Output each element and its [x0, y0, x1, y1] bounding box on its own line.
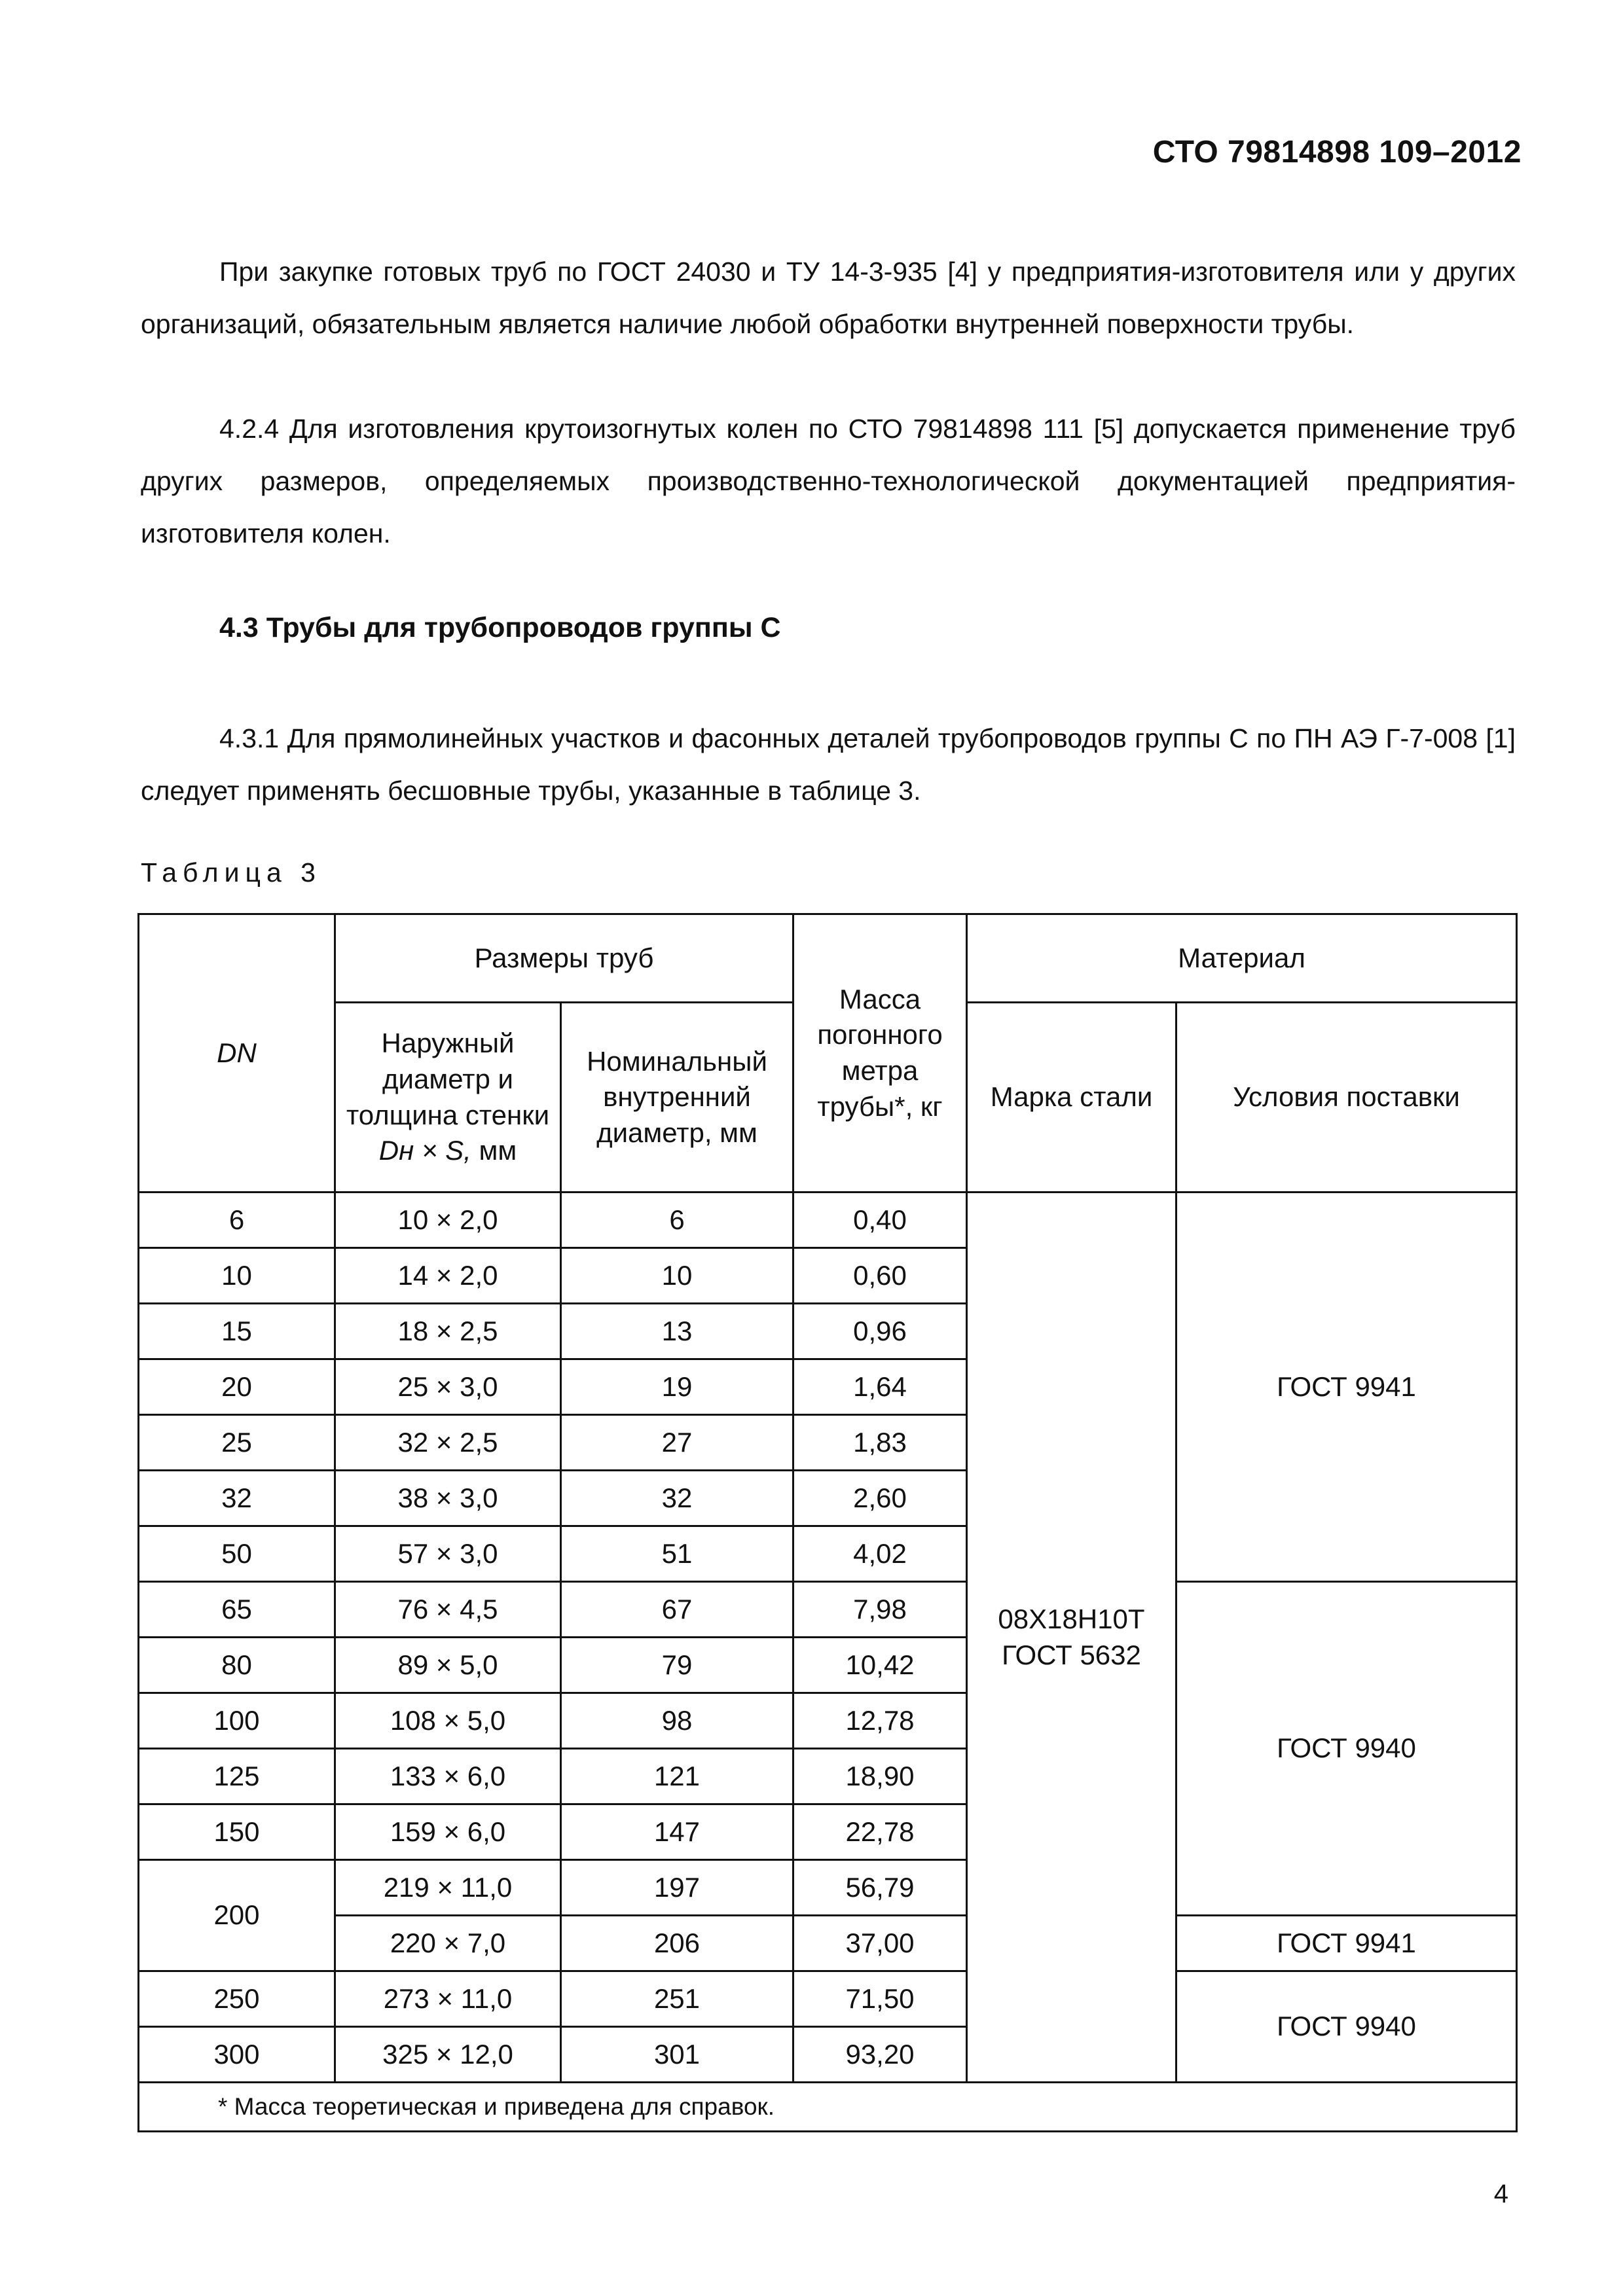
cell-size: 325 × 12,0 [335, 2027, 561, 2083]
cell-dn: 200 [139, 1860, 335, 1971]
cell-steel-grade [967, 1193, 1176, 2083]
cell-inner: 67 [561, 1582, 793, 1638]
cell-inner: 13 [561, 1304, 793, 1359]
table-caption: Таблица 3 [141, 857, 321, 888]
cell-mass: 22,78 [793, 1804, 967, 1860]
cell-size: 14 × 2,0 [335, 1248, 561, 1304]
cell-size: 38 × 3,0 [335, 1471, 561, 1526]
cell-dn: 300 [139, 2027, 335, 2083]
cell-size: 25 × 3,0 [335, 1359, 561, 1415]
paragraph-4-2-4: 4.2.4 Для изготовления крутоизогнутых колен по СТО 79814898 111 [5] допускается применение труб других размеров, определяемых производственно-технологической документацией предприятия-изготовителя колен. [141, 414, 1516, 548]
header-outer-diameter [335, 1003, 561, 1193]
header-outer-formula: Dн × S, [378, 1135, 471, 1166]
table-row [139, 1916, 1517, 1971]
table-row [139, 1971, 1517, 2027]
cell-mass: 18,90 [793, 1749, 967, 1804]
cell-size: 57 × 3,0 [335, 1526, 561, 1582]
cell-supply-group-4: ГОСТ 9940 [1176, 1971, 1517, 2083]
cell-mass: 10,42 [793, 1638, 967, 1693]
cell-size: 10 × 2,0 [335, 1193, 561, 1248]
cell-inner: 79 [561, 1638, 793, 1693]
paragraph-4-3-1: 4.3.1 Для прямолинейных участков и фасонных деталей трубопроводов группы С по ПН АЭ Г-7-008 [1] следует применять бесшовные трубы, указанные в таблице 3. [141, 723, 1516, 806]
table-row [139, 1193, 1517, 1248]
cell-mass: 7,98 [793, 1582, 967, 1638]
cell-dn: 15 [139, 1304, 335, 1359]
cell-supply-group-2: ГОСТ 9940 [1176, 1582, 1517, 1916]
cell-mass: 12,78 [793, 1693, 967, 1749]
cell-size: 18 × 2,5 [335, 1304, 561, 1359]
cell-inner: 10 [561, 1248, 793, 1304]
cell-mass: 71,50 [793, 1971, 967, 2027]
cell-supply-group-1: ГОСТ 9941 [1176, 1193, 1517, 1582]
steel-grade-name: 08Х18Н10Т [998, 1603, 1145, 1634]
cell-dn: 6 [139, 1193, 335, 1248]
table-footnote: * Масса теоретическая и приведена для справок. [139, 2083, 1517, 2132]
cell-dn: 100 [139, 1693, 335, 1749]
pipes-table [137, 913, 1518, 2132]
cell-inner: 6 [561, 1193, 793, 1248]
cell-mass: 93,20 [793, 2027, 967, 2083]
cell-size: 273 × 11,0 [335, 1971, 561, 2027]
cell-dn: 150 [139, 1804, 335, 1860]
cell-size: 159 × 6,0 [335, 1804, 561, 1860]
header-mass: Масса погонного метра трубы*, кг [793, 914, 967, 1193]
cell-mass: 4,02 [793, 1526, 967, 1582]
table-row [139, 1582, 1517, 1638]
cell-inner: 197 [561, 1860, 793, 1916]
cell-inner: 206 [561, 1916, 793, 1971]
cell-inner: 98 [561, 1693, 793, 1749]
header-pipe-sizes: Размеры труб [335, 914, 793, 1003]
table-footnote-row [139, 2083, 1517, 2132]
paragraph-procurement: При закупке готовых труб по ГОСТ 24030 и ТУ 14-3-935 [4] у предприятия-изготовителя или у других организаций, обязательным является наличие любой обработки внутренней поверхности трубы. [141, 257, 1516, 339]
cell-size: 220 × 7,0 [335, 1916, 561, 1971]
cell-inner: 32 [561, 1471, 793, 1526]
header-inner-diameter: Номинальный внутренний диаметр, мм [561, 1003, 793, 1193]
header-outer-unit: мм [479, 1135, 517, 1166]
section-heading-4-3: 4.3 Трубы для трубопроводов группы С [219, 612, 781, 643]
cell-inner: 251 [561, 1971, 793, 2027]
header-steel-grade: Марка стали [967, 1003, 1176, 1193]
cell-size: 76 × 4,5 [335, 1582, 561, 1638]
cell-mass: 2,60 [793, 1471, 967, 1526]
cell-supply-group-3: ГОСТ 9941 [1176, 1916, 1517, 1971]
table-header-row-1 [139, 914, 1517, 1003]
cell-dn: 80 [139, 1638, 335, 1693]
cell-dn: 250 [139, 1971, 335, 2027]
header-supply-conditions: Условия поставки [1176, 1003, 1517, 1193]
cell-size: 89 × 5,0 [335, 1638, 561, 1693]
cell-mass: 56,79 [793, 1860, 967, 1916]
cell-dn: 125 [139, 1749, 335, 1804]
cell-dn: 50 [139, 1526, 335, 1582]
cell-mass: 0,60 [793, 1248, 967, 1304]
cell-dn: 32 [139, 1471, 335, 1526]
cell-inner: 301 [561, 2027, 793, 2083]
header-outer-diameter-text: Наружный диаметр и толщина стенки [346, 1028, 550, 1130]
cell-dn: 10 [139, 1248, 335, 1304]
cell-mass: 37,00 [793, 1916, 967, 1971]
cell-size: 32 × 2,5 [335, 1415, 561, 1471]
cell-dn: 65 [139, 1582, 335, 1638]
cell-inner: 19 [561, 1359, 793, 1415]
document-code-header: СТО 79814898 109–2012 [1152, 135, 1522, 170]
header-dn: DN [139, 914, 335, 1193]
page-number: 4 [1493, 2179, 1508, 2208]
cell-size: 219 × 11,0 [335, 1860, 561, 1916]
cell-mass: 0,96 [793, 1304, 967, 1359]
header-material: Материал [967, 914, 1517, 1003]
cell-size: 108 × 5,0 [335, 1693, 561, 1749]
cell-inner: 51 [561, 1526, 793, 1582]
cell-inner: 147 [561, 1804, 793, 1860]
cell-inner: 121 [561, 1749, 793, 1804]
cell-dn: 20 [139, 1359, 335, 1415]
cell-inner: 27 [561, 1415, 793, 1471]
steel-grade-standard: ГОСТ 5632 [1002, 1639, 1141, 1670]
cell-mass: 0,40 [793, 1193, 967, 1248]
cell-mass: 1,83 [793, 1415, 967, 1471]
cell-mass: 1,64 [793, 1359, 967, 1415]
cell-size: 133 × 6,0 [335, 1749, 561, 1804]
cell-dn: 25 [139, 1415, 335, 1471]
